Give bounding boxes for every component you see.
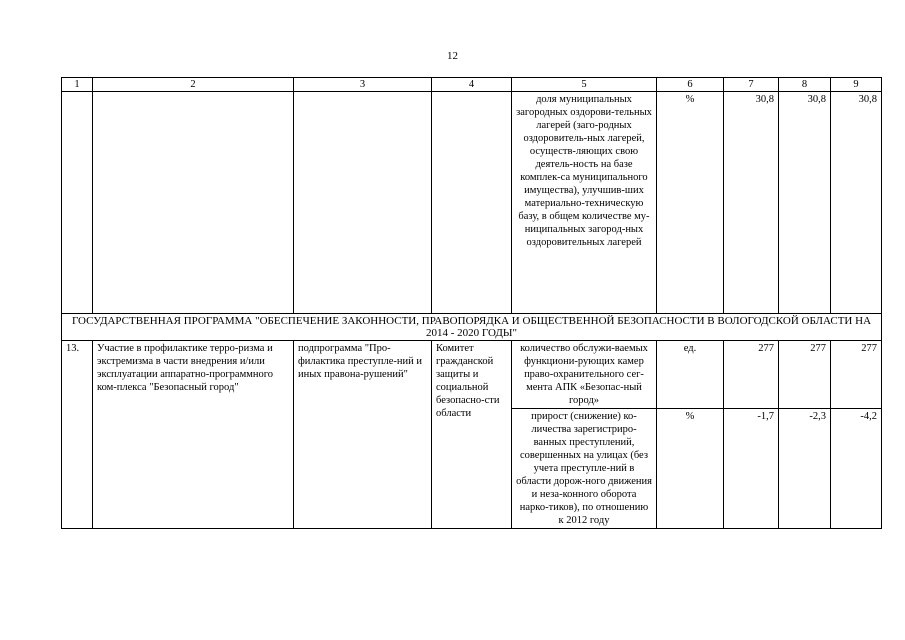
column-number: 4	[432, 78, 512, 92]
continued-indicator-row	[62, 92, 882, 314]
indicator-value: -2,3	[779, 409, 831, 529]
indicator-name: количество обслужи-ваемых функциони-рующих камер право-охранительного сег-мента АПК «Безопас-ный город»	[512, 341, 657, 409]
column-number: 1	[62, 78, 93, 92]
column-number: 3	[294, 78, 432, 92]
indicator-value: 30,8	[779, 92, 831, 314]
program-indicators-table	[61, 77, 882, 529]
indicator-unit: %	[657, 92, 724, 314]
empty-cell	[93, 92, 294, 314]
page-number: 12	[447, 50, 458, 62]
row-number: 13.	[62, 341, 93, 529]
empty-cell	[294, 92, 432, 314]
indicator-value: 277	[831, 341, 882, 409]
indicator-value: 277	[779, 341, 831, 409]
column-number: 6	[657, 78, 724, 92]
column-number: 8	[779, 78, 831, 92]
column-number: 9	[831, 78, 882, 92]
indicator-value: -4,2	[831, 409, 882, 529]
program-section-title: ГОСУДАРСТВЕННАЯ ПРОГРАММА "ОБЕСПЕЧЕНИЕ ЗАКОННОСТИ, ПРАВОПОРЯДКА И ОБЩЕСТВЕННОЙ БЕЗОПАСНОСТИ В ВОЛОГОДСКОЙ ОБЛАСТИ НА 2014 - 2020 ГОДЫ"	[62, 314, 882, 341]
table-row-13-first-indicator	[62, 341, 882, 409]
executor-name: Комитет гражданской защиты и социальной безопасно-сти области	[432, 341, 512, 529]
activity-description: Участие в профилактике терро-ризма и экстремизма в части внедрения и/или эксплуатации аппаратно-программного ком-плекса "Безопасный город"	[93, 341, 294, 529]
indicator-unit: ед.	[657, 341, 724, 409]
indicator-value: 30,8	[831, 92, 882, 314]
indicator-value: -1,7	[724, 409, 779, 529]
indicator-value: 277	[724, 341, 779, 409]
indicator-value: 30,8	[724, 92, 779, 314]
empty-cell	[432, 92, 512, 314]
column-number: 5	[512, 78, 657, 92]
indicator-name: прирост (снижение) ко-личества зарегистриро-ванных преступлений, совершенных на улицах (без учета преступле-ний в области дорож-ного движения и неза-конного оборота нарко-тиков), по отношению к 2012 году	[512, 409, 657, 529]
indicator-name: доля муниципальных загородных оздорови-тельных лагерей (заго-родных оздоровитель-ных лагерей, осуществ-ляющих свою деятель-ность на базе комплек-са муниципального имущества), улучшив-ших материально-техническую базу, в общем количестве му-ниципальных загород-ных оздоровительных лагерей	[512, 92, 657, 314]
column-number-header-row	[62, 78, 882, 92]
column-number: 7	[724, 78, 779, 92]
subprogram-name: подпрограмма "Про-филактика преступле-ний и иных правона-рушений"	[294, 341, 432, 529]
empty-cell	[62, 92, 93, 314]
section-title-row	[62, 314, 882, 341]
column-number: 2	[93, 78, 294, 92]
indicator-unit: %	[657, 409, 724, 529]
